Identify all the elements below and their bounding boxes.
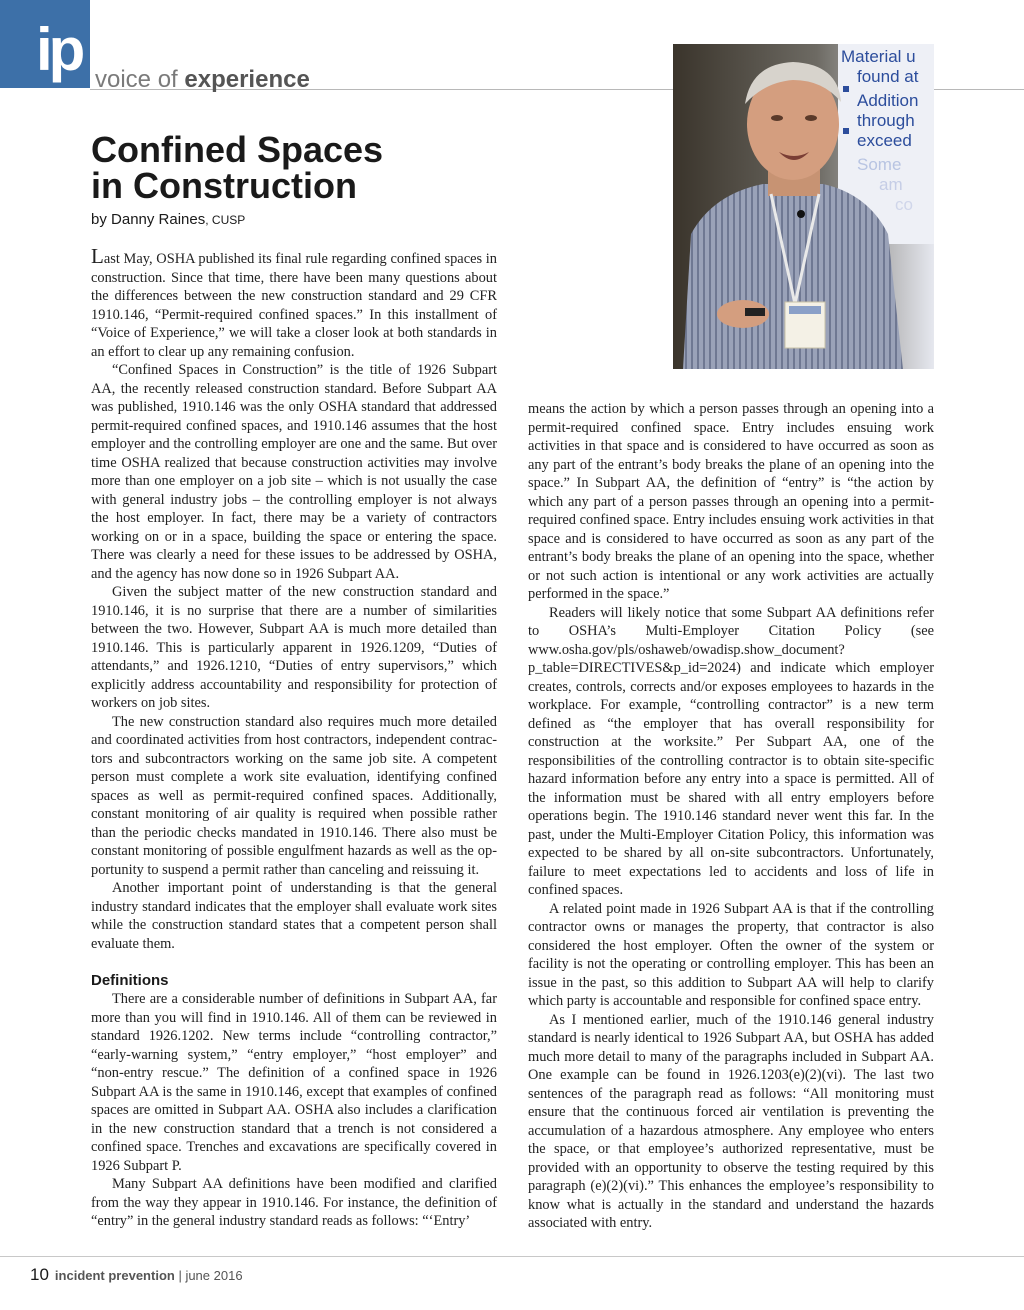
paragraph: As I mentioned earlier, much of the 1910.146 general industry standard is nearly identical to 1926 Subpart AA, but OSHA has added much more detail to many of the paragraphs included in Subpart AA. One example can be found in 1926.1203(e)(2)(vi). The last two sentences of the paragraph read as follows: “All monitoring must ensure that the continuous forced air ventilation is preventing the accumulation of a hazardous atmosphere. Any employee who enters the space, or that employee’s authorized representative, must be provided with an opportunity to observe the testing required by this paragraph (e)(2)(vi).” This enhances the employee’s responsibility to know what is actually in the standard and understand the hazards associated with entry.: [528, 1011, 934, 1231]
slide-line: am: [879, 175, 903, 194]
footer-rule: [0, 1256, 1024, 1257]
slide-line: Some: [857, 155, 902, 174]
page-number: 10: [30, 1265, 49, 1284]
paragraph: Readers will likely notice that some Subpart AA definitions refer to OSHA’s Multi-Employer Citation Policy (see www.osha.gov/pls/oshaweb/owadisp.show_document?p_table=DIRECTIVES&p_id=2024) and indicate which employer creates, controls, corrects and/or exposes employees to hazards in the workplace. For example, “controlling contractor” is a new term defined as “the employer that has overall responsibility for construction at the worksite.” Per Subpart AA, one of the responsibilities of the controlling contractor is to obtain site-specific hazard information before any entry into a space is permitted. All of the information must be shared with all entry employers before operations begin. The 1910.146 standard never went this far. In the past, under the Multi-Employer Citation Policy, this information was expected to be shared by all on-site subcontractors. Unfortunately, failure to meet expectations led to accidents and loss of life in confined spaces.: [528, 604, 934, 898]
paragraph: The new construction standard also requires much more detailed and coordinated activities from host contractors, independent contractors and subcontractors working on the same job site. A competent person must complete a work site evaluation, identifying confined spaces as well as permit-required confined spaces. Additionally, constant monitoring of air quality is required when possible rather than the periodic checks mandated in 1910.146. There also must be constant monitoring of possible engulfment hazards as well as the opportunity to suspend a permit rather than canceling and reissuing it.: [91, 713, 497, 878]
slide-line: co: [895, 195, 913, 214]
section-title: [95, 66, 310, 94]
section-title-bold: experience: [184, 66, 310, 93]
magazine-name: incident prevention: [54, 1268, 175, 1283]
author-name: Danny Raines: [111, 211, 206, 228]
slide-line: Addition: [857, 91, 919, 110]
author-photo-illustration: [673, 44, 934, 369]
section-title-light: voice of: [95, 66, 185, 93]
article-title: [91, 129, 384, 206]
issue-date: june 2016: [185, 1268, 243, 1283]
author-credential: , CUSP: [205, 213, 246, 227]
paragraph: Another important point of understanding is that the general industry standard indicates that the employer shall evaluate work sites while the construction standard states that a competent person shall evaluate them.: [91, 880, 497, 952]
article-column-1: [91, 244, 498, 1231]
paragraph: “Confined Spaces in Construction” is the title of 1926 Subpart AA, the recently released construction standard. Before Subpart AA was published, 1910.146 was the only OSHA standard that addressed permit-required confined spaces, and 1910.146 assumes that the host employer and the controlling employer are one and the same. But over time OSHA realized that because construction activities may involve more than one employer on a job site – which is not usually the case with general industry jobs – the controlling employer is not always the host employer. In fact, there may be a variety of contractors working on or in a space, building the space or entering the space. There was clearly a need for these issues to be addressed by OSHA, and the agency has now done so in 1926 Subpart AA.: [91, 362, 498, 582]
article-column-2: [528, 400, 934, 1233]
section-heading-definitions: Definitions: [91, 972, 169, 989]
author-photo: [673, 44, 934, 369]
page-footer: [30, 1265, 243, 1286]
paragraph: means the action by which a person passes through an opening into a permit-required confined space. Entry includes ensuing work activities in that space and is considered to have occurred as soon as any part of the entrant’s body breaks the plane of an opening into the space.” In Subpart AA, the definition of “entry” is “the action by which any part of a person passes through an opening into a permit-required confined space. Entry includes ensuing work activities in that space and is considered to have occurred as soon as any part of the entrant’s body breaks the plane of an opening into the space, whether or not such action is intentional or any work activities are actually performed in the space.”: [528, 401, 934, 602]
paragraph: Many Subpart AA definitions have been modified and clarified from the way they appear in 1910.146. For instance, the definition of “entry” in the general industry standard reads as follows: “‘Entry’: [91, 1176, 497, 1229]
slide-line: exceed: [857, 131, 912, 150]
slide-line: through: [857, 111, 915, 130]
byline: [91, 211, 245, 229]
magazine-logo: [0, 0, 90, 88]
paragraph: A related point made in 1926 Subpart AA is that if the controlling contractor owns or manages the property, that contractor is also considered the host employer. Often the owner of the system or facility is not the operating or controlling employer. This has been an issue in the past, so this addition to Subpart AA will help to clarify which party is accountable and responsible for confined space entry.: [528, 900, 934, 1009]
paragraph: Given the subject matter of the new construction standard and 1910.146, it is no surprise that there are a number of similarities between the two. However, Subpart AA is much more detailed than 1910.146. This is particularly apparent in 1926.1209, “Duties of attendants,” and 1926.1210, “Duties of entry supervisors,” which explicitly address accountability and responsibility for protection of workers on job sites.: [91, 584, 497, 711]
slide-line: Material u: [841, 47, 916, 66]
title-line-1: Confined Spaces: [91, 129, 384, 170]
drop-cap: L: [91, 244, 104, 268]
logo-text: ip: [36, 16, 82, 83]
slide-line: found at: [857, 67, 919, 86]
paragraph-text: ast May, OSHA published its final rule regarding confined spaces in construction. Since that time, there have been many questions about the differences between the new construction standard and 29 CFR 1910.146, “Permit-required confined spaces.” In this installment of “Voice of Experience,” we will take a closer look at both standards in an effort to clear up any remaining confusion.: [91, 251, 497, 360]
title-line-2: in Construction: [91, 165, 357, 206]
byline-prefix: by: [91, 211, 112, 228]
footer-separator: |: [174, 1268, 186, 1283]
paragraph: There are a considerable number of definitions in Subpart AA, far more than you will find in 1910.146. All of them can be reviewed in standard 1926.1202. New terms include “controlling contractor,” “early-warning system,” “entry employer,” “host employer” and “non-entry rescue.” The definition of a confined space in 1926 Subpart AA is the same in 1910.146, except that examples of confined spaces are omitted in Subpart AA. OSHA also includes a clarification in the new construction standard that a trench is not considered a confined space. Trenches and excavations are specifically covered in 1926 Subpart P.: [91, 991, 497, 1174]
paragraph: [91, 244, 497, 361]
